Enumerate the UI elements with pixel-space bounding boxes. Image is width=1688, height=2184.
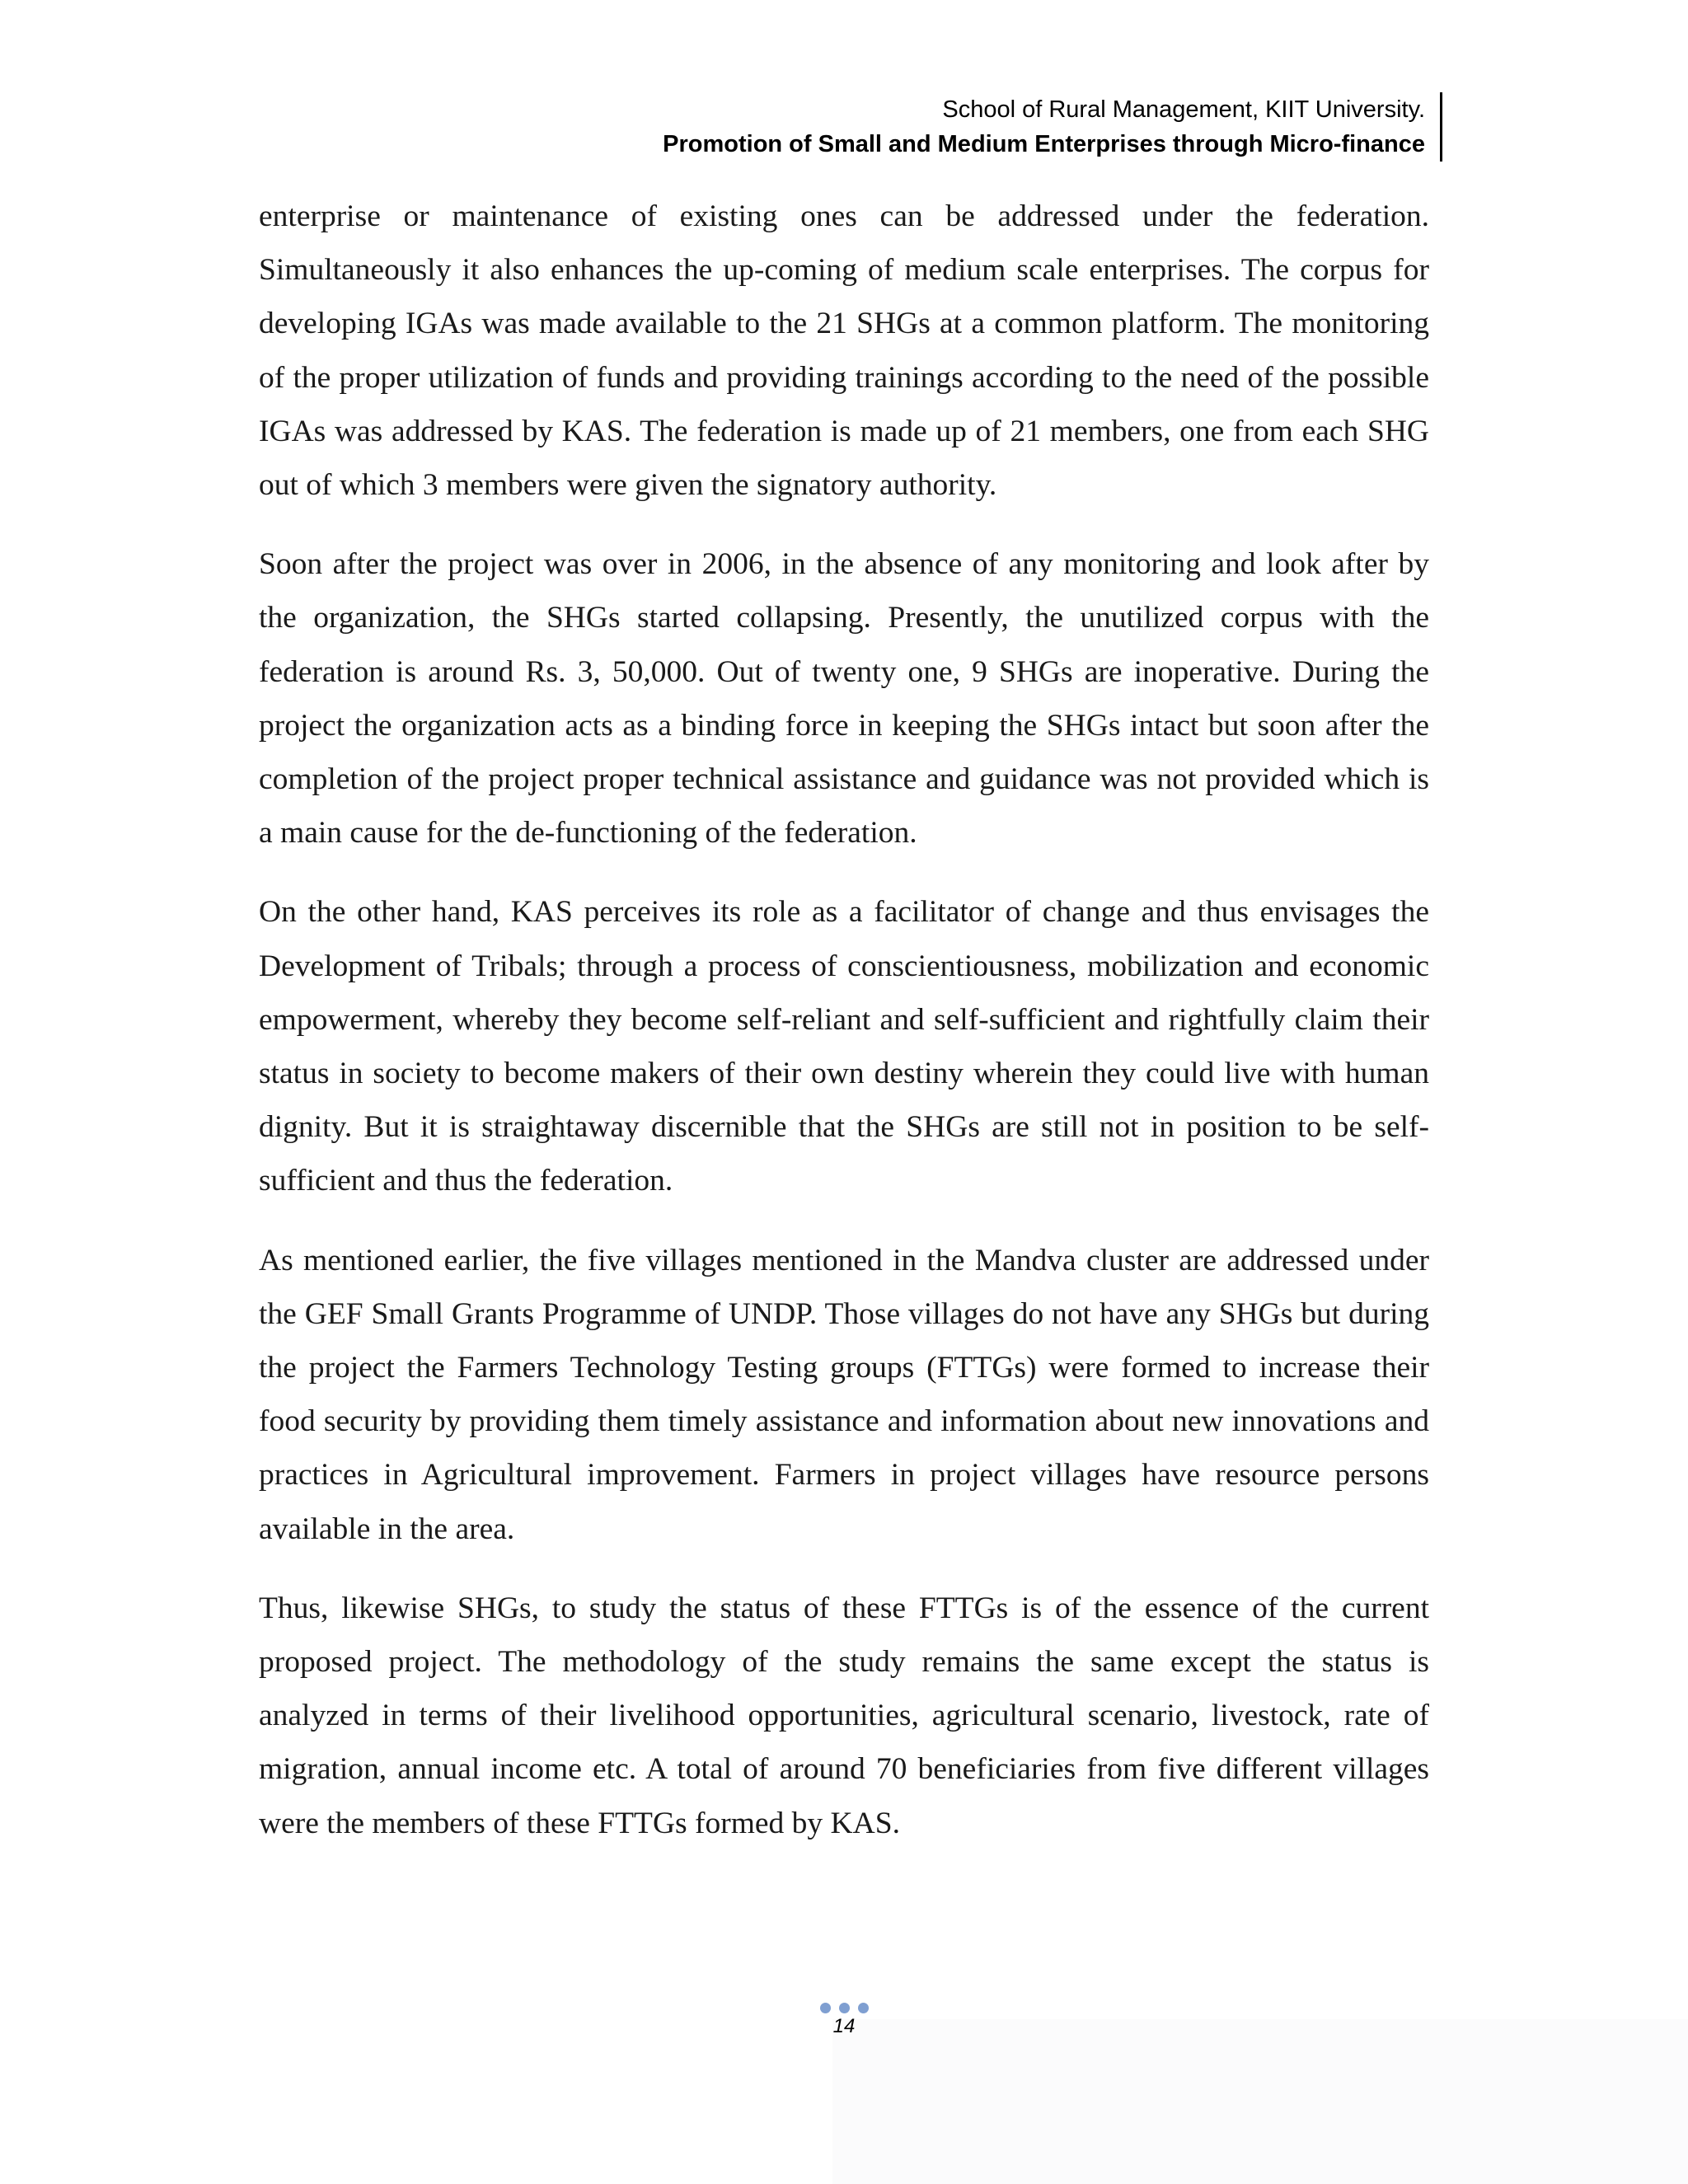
paragraph: On the other hand, KAS perceives its role as a facilitator of change and thus envisages the Development of Tribals; through a process of conscientiousness, mobilization and economic empowerment, whereby they become self-reliant and self-sufficient and rightfully claim their status in society to become makers of their own destiny wherein they could live with human dignity. But it is straightaway discernible that the SHGs are still not in position to be self-sufficient and thus the federation. bbox=[259, 895, 1429, 1198]
paragraph: enterprise or maintenance of existing ones can be addressed under the federation. Simultaneously it also enhances the up-coming of medium scale enterprises. The corpus for developing IGAs was made available to the 21 SHGs at a common platform. The monitoring of the proper utilization of funds and providing trainings according to the need of the possible IGAs was addressed by KAS. The federation is made up of 21 members, one from each SHG out of which 3 members were given the signatory authority. bbox=[259, 199, 1429, 503]
footer-shade bbox=[832, 2019, 1688, 2184]
page-footer bbox=[0, 2003, 1688, 2039]
paragraph: Soon after the project was over in 2006, in the absence of any monitoring and look after by the organization, the SHGs started collapsing. Presently, the unutilized corpus with the federation is around Rs. 3, 50,000. Out of twenty one, 9 SHGs are inoperative. During the project the organization acts as a binding force in keeping the SHGs intact but soon after the completion of the project proper technical assistance and guidance was not provided which is a main cause for the de-functioning of the federation. bbox=[259, 547, 1429, 851]
page-number: 14 bbox=[832, 2015, 856, 2037]
dot bbox=[858, 2003, 869, 2013]
body-text bbox=[259, 190, 1429, 1876]
running-header bbox=[354, 92, 1442, 162]
paragraph: Thus, likewise SHGs, to study the status of these FTTGs is of the essence of the current proposed project. The methodology of the study remains the same except the status is analyzed in terms of their livelihood opportunities, agricultural scenario, livestock, rate of migration, annual income etc. A total of around 70 beneficiaries from five different villages were the members of these FTTGs formed by KAS. bbox=[259, 1591, 1429, 1840]
dot bbox=[839, 2003, 850, 2013]
header-title: Promotion of Small and Medium Enterprises through Micro-finance bbox=[663, 131, 1425, 157]
ellipsis-dots-icon bbox=[0, 2003, 1688, 2014]
paragraph: As mentioned earlier, the five villages mentioned in the Mandva cluster are addressed under the GEF Small Grants Programme of UNDP. Those villages do not have any SHGs but during the project the Farmers Technology Testing groups (FTTGs) were formed to increase their food security by providing them timely assistance and information about new innovations and practices in Agricultural improvement. Farmers in project villages have resource persons available in the area. bbox=[259, 1243, 1429, 1546]
header-institution: School of Rural Management, KIIT University. bbox=[942, 96, 1425, 123]
dot bbox=[820, 2003, 831, 2013]
